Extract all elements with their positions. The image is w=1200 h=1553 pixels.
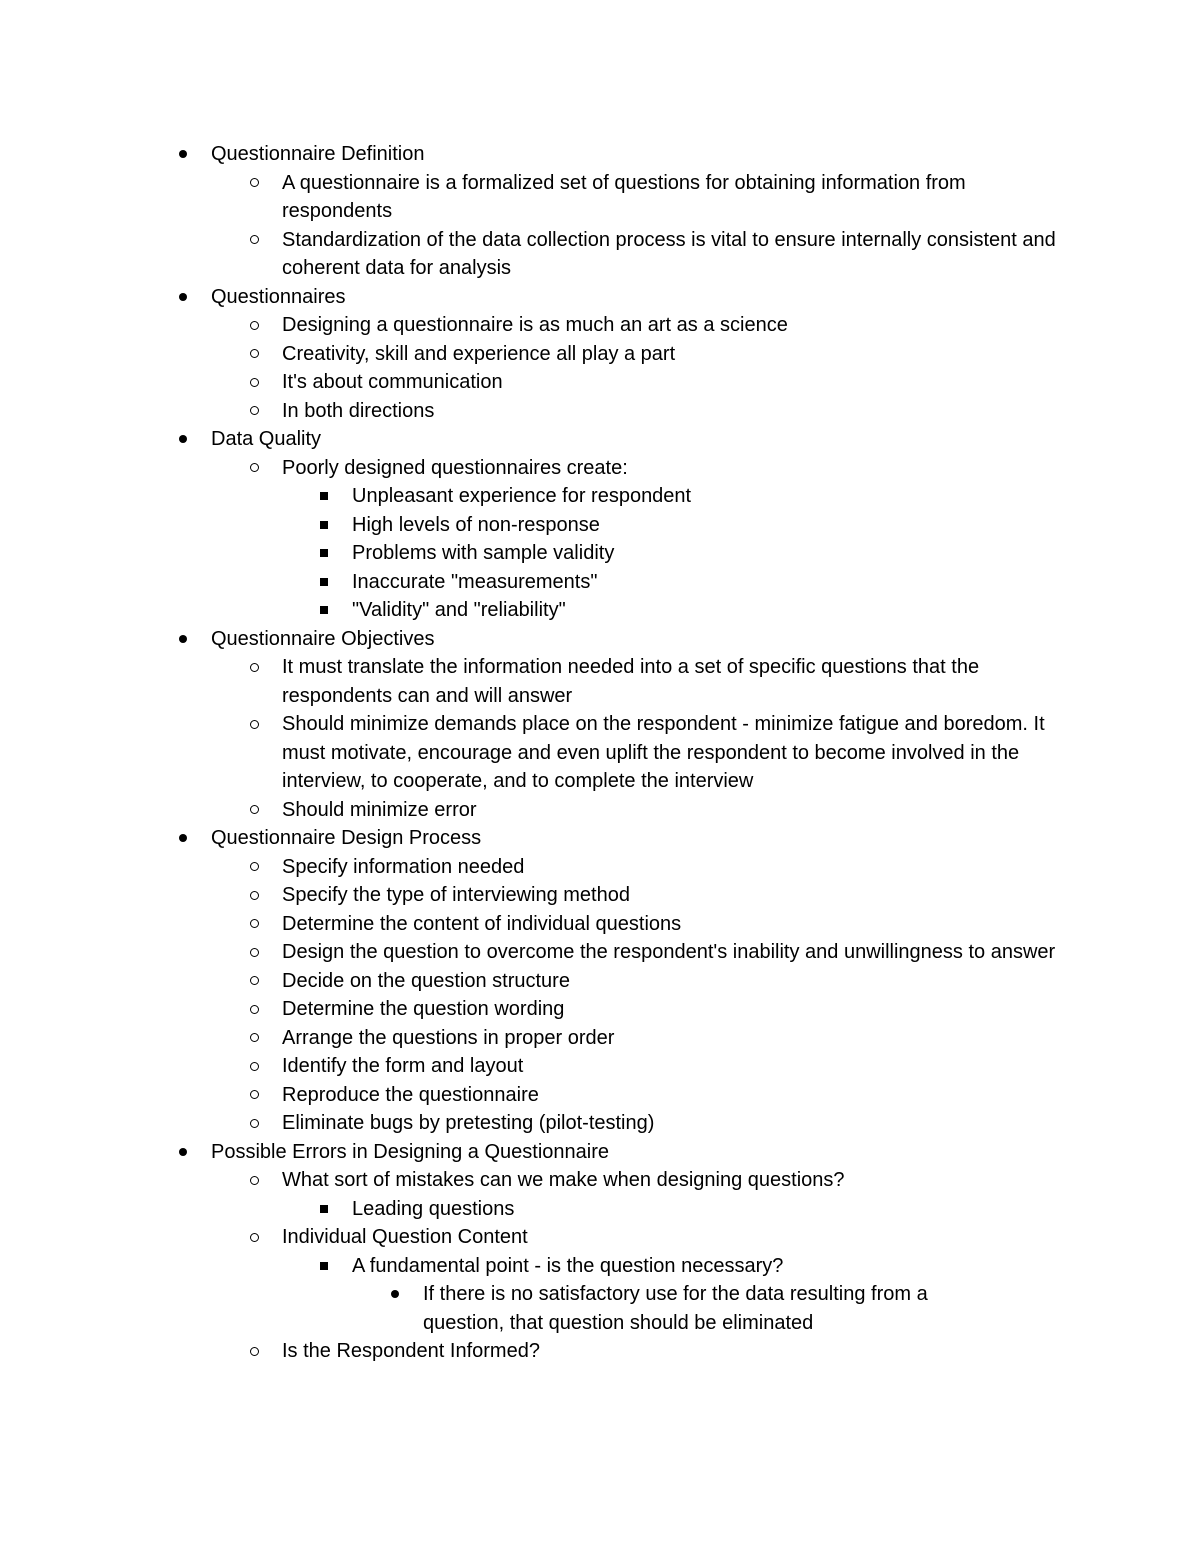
outline-item-level-2 bbox=[0, 653, 1200, 710]
square-bullet-icon bbox=[317, 1252, 331, 1281]
outline-item-text: It's about communication bbox=[282, 371, 503, 393]
outline-item-level-1 bbox=[0, 425, 1200, 454]
circle-bullet-icon bbox=[247, 454, 261, 483]
square-bullet-icon bbox=[317, 511, 331, 540]
outline-item-text: Design the question to overcome the respondent's inability and unwillingness to answer bbox=[282, 941, 1056, 963]
outline-item-level-2 bbox=[0, 881, 1200, 910]
circle-bullet-icon bbox=[247, 397, 261, 426]
square-bullet-icon bbox=[317, 539, 331, 568]
square-bullet-icon bbox=[317, 1195, 331, 1224]
outline-item-text: Possible Errors in Designing a Questionnaire bbox=[211, 1140, 609, 1163]
outline-item-level-2 bbox=[0, 454, 1200, 483]
outline-item-text: "Validity" and "reliability" bbox=[352, 599, 566, 621]
disc-bullet-icon bbox=[388, 1280, 402, 1309]
outline-item-text: Reproduce the questionnaire bbox=[282, 1083, 539, 1106]
circle-bullet-icon bbox=[247, 340, 261, 369]
outline-item-text: Unpleasant experience for respondent bbox=[352, 485, 692, 507]
outline-item-level-2 bbox=[0, 311, 1200, 340]
outline-item-level-2 bbox=[0, 710, 1200, 796]
square-bullet-icon bbox=[317, 596, 331, 625]
outline-item-level-2 bbox=[0, 1052, 1200, 1081]
outline-item-level-2 bbox=[0, 1337, 1200, 1366]
outline-item-level-3 bbox=[0, 568, 1200, 597]
outline-item-text: In both directions bbox=[282, 399, 435, 422]
outline-item-level-3 bbox=[0, 596, 1200, 625]
outline-item-level-1 bbox=[0, 824, 1200, 853]
outline-item-text: Individual Question Content bbox=[282, 1226, 528, 1248]
outline-item-text: Data Quality bbox=[211, 428, 322, 450]
circle-bullet-icon bbox=[247, 853, 261, 882]
outline-item-level-2 bbox=[0, 995, 1200, 1024]
outline-item-level-2 bbox=[0, 796, 1200, 825]
outline-item-level-2 bbox=[0, 169, 1200, 226]
outline-item-level-2 bbox=[0, 1223, 1200, 1252]
outline-item-level-2 bbox=[0, 1024, 1200, 1053]
outline-item-text: Problems with sample validity bbox=[352, 542, 615, 564]
outline-item-level-1 bbox=[0, 140, 1200, 169]
circle-bullet-icon bbox=[247, 710, 261, 739]
outline-item-text: Decide on the question structure bbox=[282, 969, 570, 992]
outline-item-text: Inaccurate "measurements" bbox=[352, 570, 598, 593]
disc-bullet-icon bbox=[176, 625, 190, 654]
outline-item-level-2 bbox=[0, 1081, 1200, 1110]
outline-item-level-2 bbox=[0, 397, 1200, 426]
outline-item-text: High levels of non-response bbox=[352, 513, 600, 536]
outline-item-text: Questionnaire Design Process bbox=[211, 827, 482, 849]
outline-item-level-1 bbox=[0, 625, 1200, 654]
outline-item-level-3 bbox=[0, 482, 1200, 511]
outline-item-text: Poorly designed questionnaires create: bbox=[282, 456, 628, 479]
outline-item-text: Determine the question wording bbox=[282, 998, 565, 1020]
outline-item-level-2 bbox=[0, 1166, 1200, 1195]
circle-bullet-icon bbox=[247, 368, 261, 397]
outline-item-level-3 bbox=[0, 1252, 1200, 1281]
circle-bullet-icon bbox=[247, 967, 261, 996]
outline-item-text: Specify information needed bbox=[282, 855, 525, 878]
square-bullet-icon bbox=[317, 568, 331, 597]
outline-item-level-2 bbox=[0, 853, 1200, 882]
outline-item-text: Should minimize error bbox=[282, 798, 477, 821]
outline-item-text: Arrange the questions in proper order bbox=[282, 1026, 615, 1049]
disc-bullet-icon bbox=[176, 425, 190, 454]
outline-item-text: Creativity, skill and experience all play a part bbox=[282, 342, 676, 365]
circle-bullet-icon bbox=[247, 169, 261, 198]
outline-item-level-3 bbox=[0, 1195, 1200, 1224]
circle-bullet-icon bbox=[247, 1223, 261, 1252]
outline-item-level-4 bbox=[0, 1280, 1200, 1337]
outline-item-text: A questionnaire is a formalized set of questions for obtaining information from respondents bbox=[282, 171, 966, 222]
circle-bullet-icon bbox=[247, 1024, 261, 1053]
circle-bullet-icon bbox=[247, 910, 261, 939]
square-bullet-icon bbox=[317, 482, 331, 511]
disc-bullet-icon bbox=[176, 1138, 190, 1167]
circle-bullet-icon bbox=[247, 1052, 261, 1081]
circle-bullet-icon bbox=[247, 995, 261, 1024]
outline-item-text: Eliminate bugs by pretesting (pilot-testing) bbox=[282, 1112, 655, 1134]
circle-bullet-icon bbox=[247, 1166, 261, 1195]
circle-bullet-icon bbox=[247, 938, 261, 967]
outline-item-level-2 bbox=[0, 910, 1200, 939]
circle-bullet-icon bbox=[247, 796, 261, 825]
disc-bullet-icon bbox=[176, 283, 190, 312]
outline-item-text: Questionnaire Objectives bbox=[211, 627, 435, 650]
outline-item-text: Is the Respondent Informed? bbox=[282, 1340, 540, 1362]
outline-item-text: Questionnaire Definition bbox=[211, 143, 425, 165]
outline-item-text: Specify the type of interviewing method bbox=[282, 884, 630, 906]
disc-bullet-icon bbox=[176, 824, 190, 853]
outline-item-text: Questionnaires bbox=[211, 285, 346, 308]
outline-item-text: Should minimize demands place on the respondent - minimize fatigue and boredom. It must motivate, encourage and even uplift the respondent to become involved in the interview, to cooperate, and to complete the interview bbox=[282, 713, 1045, 792]
outline-item-text: What sort of mistakes can we make when designing questions? bbox=[282, 1169, 845, 1191]
document-body bbox=[0, 140, 1200, 1366]
outline-item-level-1 bbox=[0, 283, 1200, 312]
outline-item-text: Determine the content of individual questions bbox=[282, 912, 682, 935]
outline-item-level-2 bbox=[0, 226, 1200, 283]
circle-bullet-icon bbox=[247, 881, 261, 910]
circle-bullet-icon bbox=[247, 1081, 261, 1110]
outline-item-text: It must translate the information needed into a set of specific questions that the respondents can and will answer bbox=[282, 656, 980, 707]
outline-item-level-2 bbox=[0, 1109, 1200, 1138]
outline-item-level-1 bbox=[0, 1138, 1200, 1167]
circle-bullet-icon bbox=[247, 1109, 261, 1138]
circle-bullet-icon bbox=[247, 1337, 261, 1366]
outline-item-level-2 bbox=[0, 340, 1200, 369]
circle-bullet-icon bbox=[247, 653, 261, 682]
outline-item-text: If there is no satisfactory use for the data resulting from a question, that question should be eliminated bbox=[423, 1283, 928, 1334]
outline-item-text: Designing a questionnaire is as much an art as a science bbox=[282, 314, 788, 336]
outline-item-level-2 bbox=[0, 967, 1200, 996]
outline-item-level-2 bbox=[0, 368, 1200, 397]
disc-bullet-icon bbox=[176, 140, 190, 169]
outline-item-level-3 bbox=[0, 511, 1200, 540]
outline-item-level-3 bbox=[0, 539, 1200, 568]
circle-bullet-icon bbox=[247, 311, 261, 340]
outline-item-level-2 bbox=[0, 938, 1200, 967]
outline-item-text: Standardization of the data collection process is vital to ensure internally consistent and coherent data for analysis bbox=[282, 228, 1056, 279]
circle-bullet-icon bbox=[247, 226, 261, 255]
outline-item-text: Leading questions bbox=[352, 1197, 515, 1220]
outline-item-text: Identify the form and layout bbox=[282, 1055, 524, 1077]
outline-item-text: A fundamental point - is the question necessary? bbox=[352, 1254, 784, 1277]
